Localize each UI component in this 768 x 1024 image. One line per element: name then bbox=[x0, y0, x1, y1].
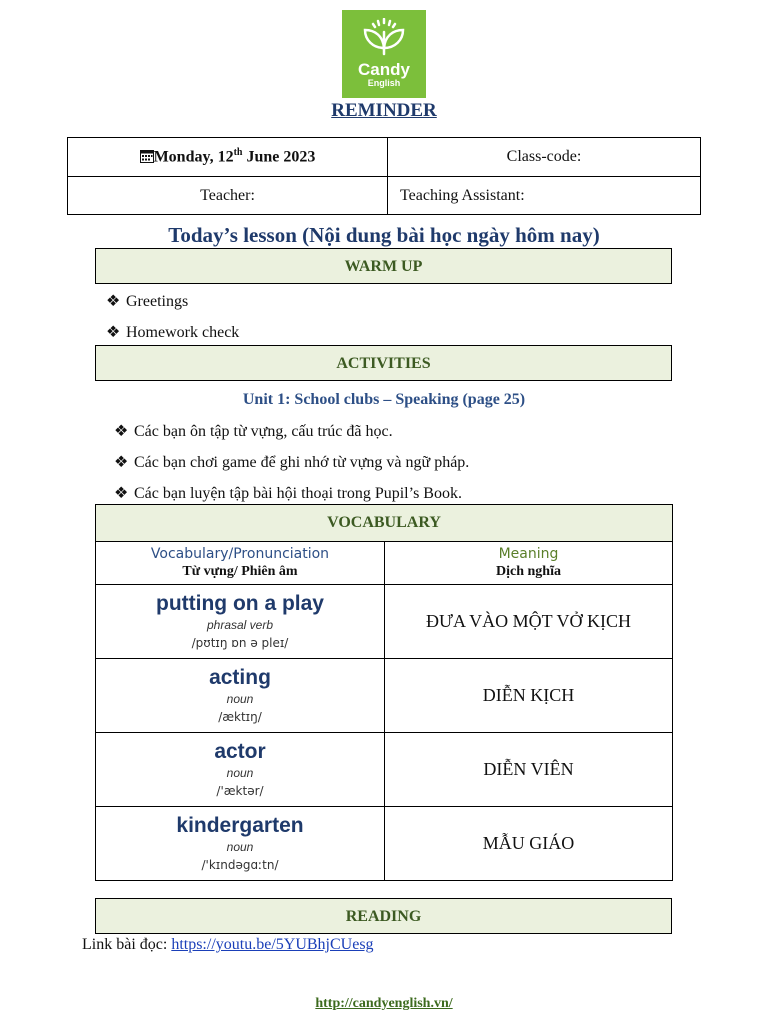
assistant-cell: Teaching Assistant: bbox=[388, 177, 701, 215]
part-of-speech: noun bbox=[226, 839, 254, 854]
date-text: Monday, 12 bbox=[153, 148, 234, 166]
vocab-word: putting on a play bbox=[156, 591, 324, 615]
table-row bbox=[96, 733, 673, 807]
part-of-speech: noun bbox=[226, 765, 254, 780]
reading-link[interactable]: https://youtu.be/5YUBhjCUesg bbox=[171, 936, 374, 953]
vocabulary-header: VOCABULARY bbox=[96, 505, 673, 542]
diamond-bullet-icon: ❖ bbox=[114, 485, 129, 502]
bullet-item bbox=[114, 453, 469, 473]
vocab-cell bbox=[96, 659, 385, 733]
class-code-cell: Class-code: bbox=[388, 138, 701, 177]
pronunciation: /æktɪŋ/ bbox=[218, 709, 262, 724]
meaning-cell: ĐƯA VÀO MỘT VỞ KỊCH bbox=[385, 585, 673, 659]
leaf-logo-icon bbox=[359, 18, 409, 56]
bullet-item bbox=[114, 422, 393, 442]
footer-link[interactable]: http://candyenglish.vn/ bbox=[315, 996, 453, 1011]
vocabulary-table bbox=[95, 504, 673, 881]
column-header-meaning bbox=[385, 542, 673, 585]
diamond-bullet-icon: ❖ bbox=[106, 293, 121, 310]
activities-header: ACTIVITIES bbox=[95, 345, 672, 381]
pronunciation: /'kɪndəgɑːtn/ bbox=[201, 857, 279, 872]
date-suffix: th bbox=[233, 147, 243, 159]
table-row bbox=[96, 585, 673, 659]
date-cell bbox=[68, 138, 388, 177]
warm-up-header: WARM UP bbox=[95, 248, 672, 284]
column-header-vi: Từ vựng/ Phiên âm bbox=[182, 564, 298, 579]
column-header-vi: Dịch nghĩa bbox=[496, 564, 561, 579]
part-of-speech: noun bbox=[226, 691, 254, 706]
footer bbox=[0, 996, 768, 1012]
vocab-word: kindergarten bbox=[176, 813, 304, 837]
vocab-cell bbox=[96, 807, 385, 881]
part-of-speech: phrasal verb bbox=[206, 617, 274, 632]
diamond-bullet-icon: ❖ bbox=[114, 423, 129, 440]
vocab-word: actor bbox=[214, 739, 266, 763]
bullet-item bbox=[106, 292, 188, 312]
reminder-heading: REMINDER bbox=[331, 100, 437, 121]
bullet-item bbox=[114, 484, 462, 504]
meaning-cell: MẪU GIÁO bbox=[385, 807, 673, 881]
date-month-year: June 2023 bbox=[242, 148, 316, 166]
meaning-cell: DIỄN VIÊN bbox=[385, 733, 673, 807]
table-row bbox=[96, 807, 673, 881]
unit-title: Unit 1: School clubs – Speaking (page 25) bbox=[242, 391, 526, 408]
reading-header: READING bbox=[95, 898, 672, 934]
pronunciation: /'æktər/ bbox=[216, 783, 264, 798]
column-header-en: Vocabulary/Pronunciation bbox=[150, 546, 330, 562]
activity-item: Các bạn ôn tập từ vựng, cấu trúc đã học. bbox=[134, 423, 393, 440]
reading-link-line bbox=[82, 936, 374, 954]
candy-english-logo bbox=[342, 10, 426, 98]
diamond-bullet-icon: ❖ bbox=[106, 324, 121, 341]
reading-link-label: Link bài đọc: bbox=[82, 936, 172, 953]
diamond-bullet-icon: ❖ bbox=[114, 454, 129, 471]
activity-item: Các bạn luyện tập bài hội thoại trong Pupil’s Book. bbox=[134, 485, 462, 502]
column-header-en: Meaning bbox=[498, 546, 559, 562]
meaning-cell: DIỄN KỊCH bbox=[385, 659, 673, 733]
pronunciation: /pʊtɪŋ ɒn ə pleɪ/ bbox=[191, 635, 289, 650]
logo-sub-text: English bbox=[367, 78, 401, 88]
warm-up-item: Homework check bbox=[126, 324, 240, 341]
activity-item: Các bạn chơi game để ghi nhớ từ vựng và ngữ pháp. bbox=[134, 454, 470, 471]
calendar-icon bbox=[140, 149, 154, 163]
teacher-cell: Teacher: bbox=[68, 177, 388, 215]
warm-up-item: Greetings bbox=[126, 293, 189, 310]
column-header-vocabulary bbox=[96, 542, 385, 585]
table-row bbox=[96, 659, 673, 733]
bullet-item bbox=[106, 323, 239, 343]
vocab-cell bbox=[96, 733, 385, 807]
lesson-title: Today’s lesson (Nội dung bài học ngày hôm nay) bbox=[168, 223, 600, 247]
vocab-word: acting bbox=[209, 665, 271, 689]
class-info-table bbox=[67, 137, 701, 215]
logo-brand-text: Candy bbox=[358, 60, 410, 79]
vocab-cell bbox=[96, 585, 385, 659]
